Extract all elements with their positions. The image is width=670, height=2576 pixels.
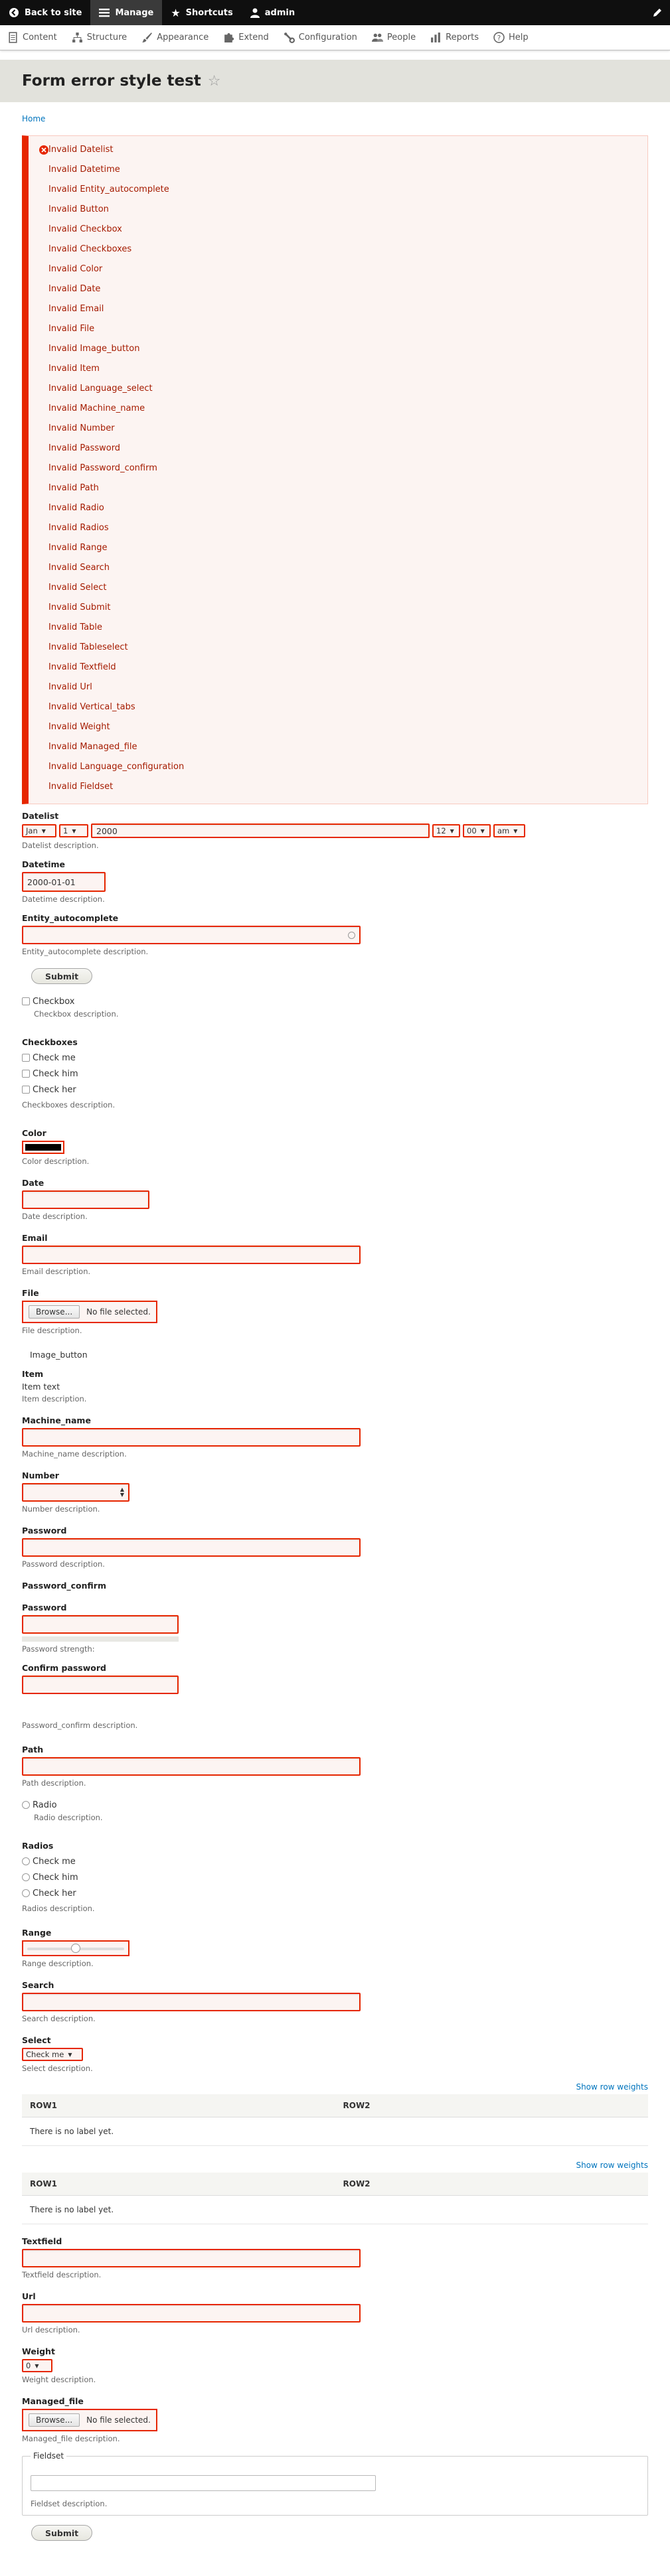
datelist-month-value: Jan: [26, 826, 38, 835]
error-message-link[interactable]: Invalid Checkbox: [48, 224, 122, 234]
tray-item-structure[interactable]: [64, 25, 134, 50]
radio-label: Radio: [33, 1800, 57, 1810]
checkbox-description: Checkbox description.: [34, 1009, 119, 1019]
error-message-link[interactable]: Invalid Entity_autocomplete: [48, 184, 169, 194]
datelist-description: Datelist description.: [22, 841, 99, 850]
datelist-minute-select[interactable]: [463, 824, 491, 837]
error-message-link[interactable]: Invalid Number: [48, 423, 115, 433]
tableselect-header-row1: ROW1: [22, 2173, 335, 2196]
url-field[interactable]: [22, 2304, 361, 2323]
table-empty-cell: There is no label yet.: [22, 2117, 648, 2146]
manage-tab[interactable]: [90, 0, 162, 25]
select-value: Check me: [26, 2050, 64, 2059]
admin-toolbar: [0, 0, 670, 25]
main-content: [0, 114, 670, 2541]
radios-option[interactable]: [22, 1853, 648, 1869]
error-message-link[interactable]: Invalid Button: [48, 204, 109, 214]
table-row: [22, 2117, 648, 2146]
entity-autocomplete-label: Entity_autocomplete: [22, 913, 119, 923]
datetime-label: Datetime: [22, 859, 66, 869]
error-message-link[interactable]: Invalid Language_configuration: [48, 762, 185, 772]
error-message-link[interactable]: Invalid Color: [48, 264, 103, 274]
machine-name-label: Machine_name: [22, 1415, 91, 1425]
datelist-minute-value: 00: [467, 826, 477, 835]
password-strength-bar: [22, 1636, 179, 1642]
admin-tray: [0, 25, 670, 50]
error-message-link[interactable]: Invalid Table: [48, 622, 102, 632]
radio-input[interactable]: [22, 1873, 30, 1881]
svg-text:?: ?: [497, 33, 501, 42]
back-arrow-icon: [9, 7, 19, 18]
managed-file-status: No file selected.: [86, 2415, 151, 2425]
entity-autocomplete-description: Entity_autocomplete description.: [22, 947, 149, 956]
menu-icon: [99, 8, 110, 17]
url-item: [22, 2291, 648, 2334]
user-label: admin: [264, 7, 295, 18]
weight-value: 0: [26, 2361, 31, 2370]
chevron-down-icon: ▼: [72, 827, 76, 834]
error-message-link[interactable]: Invalid Language_select: [48, 384, 153, 394]
spinner-icon[interactable]: ▲ ▼: [120, 1486, 124, 1498]
tableselect-header-row2: ROW2: [335, 2173, 649, 2196]
textfield-field[interactable]: [22, 2249, 361, 2267]
tray-item-people[interactable]: [365, 25, 423, 50]
help-icon: [493, 32, 505, 43]
submit-button[interactable]: Submit: [31, 968, 92, 984]
tray-item-extend[interactable]: [216, 25, 276, 50]
star-icon: ★: [171, 6, 181, 19]
textfield-label: Textfield: [22, 2236, 62, 2246]
error-message-link[interactable]: Invalid Image_button: [48, 344, 140, 354]
error-message-link[interactable]: Invalid Fieldset: [48, 782, 114, 792]
tray-label-content: Content: [23, 33, 57, 42]
datetime-description: Datetime description.: [22, 894, 105, 904]
user-tab[interactable]: [242, 0, 303, 25]
datelist-day-value: 1: [63, 826, 68, 835]
file-item: [22, 1288, 648, 1335]
managed-file-description: Managed_file description.: [22, 2434, 120, 2443]
edit-pencil-button[interactable]: [645, 0, 670, 25]
email-description: Email description.: [22, 1267, 91, 1276]
machine-name-field[interactable]: [22, 1428, 361, 1447]
show-row-weights-link-2[interactable]: Show row weights: [576, 2161, 648, 2170]
datelist-label: Datelist: [22, 811, 59, 821]
radios-option-label: Check her: [33, 1888, 76, 1898]
tray-label-configuration: Configuration: [298, 33, 357, 42]
search-label: Search: [22, 1980, 54, 1990]
select-label: Select: [22, 2035, 51, 2045]
url-description: Url description.: [22, 2325, 80, 2334]
error-message-link[interactable]: Invalid Submit: [48, 603, 111, 612]
brush-icon: [141, 32, 153, 43]
table: [22, 2094, 648, 2146]
structure-icon: [72, 32, 83, 43]
wrench-icon: [284, 32, 295, 43]
datelist-day-select[interactable]: [59, 824, 88, 837]
tray-label-appearance: Appearance: [157, 33, 209, 42]
checkboxes-option-label: Check him: [33, 1068, 78, 1079]
error-message-link[interactable]: Invalid Path: [48, 483, 99, 493]
item-item: [22, 1369, 648, 1403]
checkboxes-description: Checkboxes description.: [22, 1100, 116, 1109]
date-item: [22, 1178, 648, 1221]
machine-name-description: Machine_name description.: [22, 1449, 127, 1459]
range-description: Range description.: [22, 1959, 94, 1968]
table-row: [22, 2196, 648, 2224]
chevron-down-icon: ▼: [35, 2362, 39, 2369]
tray-item-appearance[interactable]: [134, 25, 216, 50]
radios-label: Radios: [22, 1841, 54, 1851]
tray-label-people: People: [386, 33, 416, 42]
select-description: Select description.: [22, 2064, 93, 2073]
path-field[interactable]: [22, 1757, 361, 1776]
radios-option-label: Check me: [33, 1856, 76, 1867]
textfield-item: [22, 2236, 648, 2279]
range-label: Range: [22, 1928, 52, 1938]
radios-option[interactable]: [22, 1885, 648, 1901]
checkboxes-option[interactable]: [22, 1082, 648, 1098]
managed-file-item: [22, 2396, 648, 2443]
range-slider[interactable]: [22, 1940, 129, 1956]
path-item: [22, 1745, 648, 1788]
checkbox-input[interactable]: [22, 1086, 30, 1094]
shortcuts-label: Shortcuts: [185, 7, 233, 18]
managed-file-label: Managed_file: [22, 2396, 84, 2406]
error-message-link[interactable]: Invalid Password: [48, 443, 121, 453]
number-field[interactable]: [22, 1483, 129, 1502]
tableselect-empty-cell: There is no label yet.: [22, 2196, 648, 2224]
fieldset-description: Fieldset description.: [31, 2499, 108, 2508]
back-to-site-label: Back to site: [25, 7, 82, 18]
error-messages: [22, 135, 648, 804]
date-field[interactable]: [22, 1190, 149, 1209]
weight-description: Weight description.: [22, 2375, 96, 2384]
date-description: Date description.: [22, 1212, 88, 1221]
datelist-month-select[interactable]: [22, 824, 56, 837]
error-message-link[interactable]: Invalid Checkboxes: [48, 244, 132, 254]
shortcuts-tab[interactable]: [162, 0, 241, 25]
error-message-link[interactable]: Invalid Weight: [48, 722, 110, 732]
checkboxes-label: Checkboxes: [22, 1037, 78, 1047]
password-strength-label: Password strength:: [22, 1644, 95, 1654]
radios-option[interactable]: [22, 1869, 648, 1885]
table-header-row2: ROW2: [335, 2094, 649, 2117]
checkbox-input[interactable]: [22, 1070, 30, 1078]
file-label: File: [22, 1288, 39, 1298]
error-message-link[interactable]: Invalid Datetime: [48, 165, 120, 175]
search-description: Search description.: [22, 2014, 96, 2023]
number-item: [22, 1470, 648, 1514]
email-item: [22, 1233, 648, 1276]
error-message-link[interactable]: Invalid Select: [48, 583, 107, 593]
chevron-down-icon: ▼: [480, 827, 485, 834]
checkbox-input[interactable]: [22, 1054, 30, 1062]
managed-file-input[interactable]: [22, 2409, 157, 2431]
error-message-link[interactable]: Invalid Managed_file: [48, 742, 137, 752]
color-label: Color: [22, 1128, 46, 1138]
radio-input[interactable]: [22, 1857, 30, 1865]
entity-autocomplete-field[interactable]: [22, 926, 361, 944]
date-label: Date: [22, 1178, 44, 1188]
chevron-down-icon: ▼: [41, 827, 46, 834]
tray-item-help[interactable]: [486, 25, 536, 50]
checkbox-label: Checkbox: [33, 996, 75, 1007]
select-dropdown[interactable]: [22, 2048, 83, 2061]
puzzle-icon: [223, 32, 234, 43]
file-status: No file selected.: [86, 1307, 151, 1317]
file-input[interactable]: [22, 1301, 157, 1323]
people-icon: [372, 32, 383, 43]
color-swatch: [25, 1144, 61, 1151]
checkbox-item: [22, 993, 648, 1019]
datetime-field[interactable]: 2000-01-01: [22, 872, 106, 892]
weight-select[interactable]: [22, 2359, 52, 2372]
image-button[interactable]: Image_button: [30, 1350, 88, 1360]
tray-label-structure: Structure: [86, 33, 127, 42]
checkbox-option[interactable]: [22, 993, 648, 1009]
error-icon: [39, 145, 48, 155]
email-label: Email: [22, 1233, 48, 1243]
password-confirm-password-label: Password: [22, 1603, 67, 1612]
tray-item-content[interactable]: [0, 25, 64, 50]
checkboxes-option-label: Check her: [33, 1084, 76, 1095]
confirm-password-label: Confirm password: [22, 1663, 106, 1673]
fieldset-field[interactable]: [31, 2475, 376, 2491]
radios-option-label: Check him: [33, 1872, 78, 1883]
chevron-down-icon: ▼: [68, 2051, 72, 2058]
chevron-down-icon: ▼: [513, 827, 518, 834]
item-description: Item description.: [22, 1394, 87, 1403]
datetime-item: [22, 859, 648, 904]
datelist-year-field[interactable]: 2000: [91, 823, 430, 838]
radios-description: Radios description.: [22, 1904, 95, 1913]
fieldset: [22, 2451, 648, 2516]
submit-button-bottom[interactable]: Submit: [31, 2525, 92, 2541]
error-message-link[interactable]: Invalid Machine_name: [48, 403, 145, 413]
password-confirm-label: Password_confirm: [22, 1581, 106, 1591]
error-message-link[interactable]: Invalid Url: [48, 682, 92, 692]
error-message-link[interactable]: Invalid Radio: [48, 503, 104, 513]
content-icon: [7, 32, 19, 43]
shortcut-star-icon[interactable]: ☆: [207, 72, 221, 90]
path-label: Path: [22, 1745, 44, 1754]
datelist-ampm-value: am: [497, 826, 510, 835]
radio-item: [22, 1797, 648, 1822]
page-title: Form error style test: [22, 72, 201, 90]
tray-label-help: Help: [509, 33, 529, 42]
error-message-link[interactable]: Invalid Password_confirm: [48, 463, 157, 473]
breadcrumb-home[interactable]: Home: [22, 114, 46, 123]
pencil-icon: [652, 7, 663, 18]
password-label: Password: [22, 1526, 67, 1536]
confirm-password-field[interactable]: [22, 1676, 179, 1694]
table-header-row1: ROW1: [22, 2094, 335, 2117]
number-label: Number: [22, 1470, 59, 1480]
datelist-ampm-select[interactable]: [493, 824, 525, 837]
radios-item: [22, 1841, 648, 1913]
checkboxes-item: [22, 1037, 648, 1109]
radio-input[interactable]: [22, 1801, 30, 1809]
select-item: [22, 2035, 648, 2073]
color-description: Color description.: [22, 1157, 90, 1166]
textfield-description: Textfield description.: [22, 2270, 102, 2279]
chevron-down-icon: ▼: [450, 827, 454, 834]
datelist-item: [22, 811, 648, 850]
machine-name-item: [22, 1415, 648, 1459]
tray-item-configuration[interactable]: [276, 25, 365, 50]
url-label: Url: [22, 2291, 36, 2301]
range-item: [22, 1928, 648, 1968]
password-confirm-password-field[interactable]: [22, 1615, 179, 1634]
checkboxes-option[interactable]: [22, 1066, 648, 1082]
password-description: Password description.: [22, 1559, 105, 1569]
error-message-link[interactable]: Invalid Datelist: [48, 145, 114, 155]
tray-label-extend: Extend: [238, 33, 269, 42]
error-message-link[interactable]: Invalid Radios: [48, 523, 109, 533]
number-description: Number description.: [22, 1504, 100, 1514]
error-message-link[interactable]: Invalid File: [48, 324, 95, 334]
error-message-link[interactable]: Invalid Tableselect: [48, 642, 128, 652]
search-input[interactable]: [22, 1993, 361, 2011]
weight-label: Weight: [22, 2346, 55, 2356]
show-row-weights-link[interactable]: Show row weights: [576, 2082, 648, 2092]
checkboxes-option-label: Check me: [33, 1052, 76, 1063]
range-thumb[interactable]: [71, 1944, 80, 1953]
datelist-hour-value: 12: [436, 826, 446, 835]
color-picker[interactable]: [22, 1141, 64, 1154]
item-label: Item: [22, 1369, 44, 1379]
radio-option[interactable]: [22, 1797, 648, 1813]
error-message-link[interactable]: Invalid Textfield: [48, 662, 116, 672]
color-item: [22, 1128, 648, 1166]
file-browse-button[interactable]: Browse...: [29, 1305, 80, 1319]
error-list: [48, 140, 641, 797]
error-message-link[interactable]: Invalid Search: [48, 563, 110, 573]
weight-item: [22, 2346, 648, 2384]
password-field[interactable]: [22, 1538, 361, 1557]
tableselect: [22, 2173, 648, 2224]
password-confirm-description: Password_confirm description.: [22, 1721, 138, 1730]
error-message-link[interactable]: Invalid Email: [48, 304, 104, 314]
tray-item-reports[interactable]: [423, 25, 486, 50]
page-header: [0, 60, 670, 102]
path-description: Path description.: [22, 1778, 86, 1788]
error-message-link[interactable]: Invalid Range: [48, 543, 108, 553]
password-confirm-item: [22, 1581, 648, 1730]
managed-file-browse-button[interactable]: Browse...: [29, 2413, 80, 2427]
error-message-link[interactable]: Invalid Vertical_tabs: [48, 702, 135, 712]
datelist-hour-select[interactable]: [432, 824, 460, 837]
error-message-link[interactable]: Invalid Date: [48, 284, 101, 294]
manage-label: Manage: [115, 7, 154, 18]
tray-label-reports: Reports: [446, 33, 479, 42]
password-item: [22, 1526, 648, 1569]
checkbox-input[interactable]: [22, 997, 30, 1005]
radio-description: Radio description.: [34, 1813, 103, 1822]
autocomplete-throbber-icon: [348, 932, 355, 939]
error-message-link[interactable]: Invalid Item: [48, 364, 100, 374]
item-text: Item text: [22, 1382, 60, 1392]
back-to-site-link[interactable]: [0, 0, 90, 25]
user-icon: [250, 8, 260, 18]
fieldset-legend: Fieldset: [33, 2451, 64, 2461]
entity-autocomplete-item: [22, 913, 648, 956]
file-description: File description.: [22, 1326, 82, 1335]
email-field[interactable]: [22, 1246, 361, 1264]
radio-input[interactable]: [22, 1889, 30, 1897]
reports-icon: [430, 32, 442, 43]
search-item: [22, 1980, 648, 2023]
checkboxes-option[interactable]: [22, 1050, 648, 1066]
